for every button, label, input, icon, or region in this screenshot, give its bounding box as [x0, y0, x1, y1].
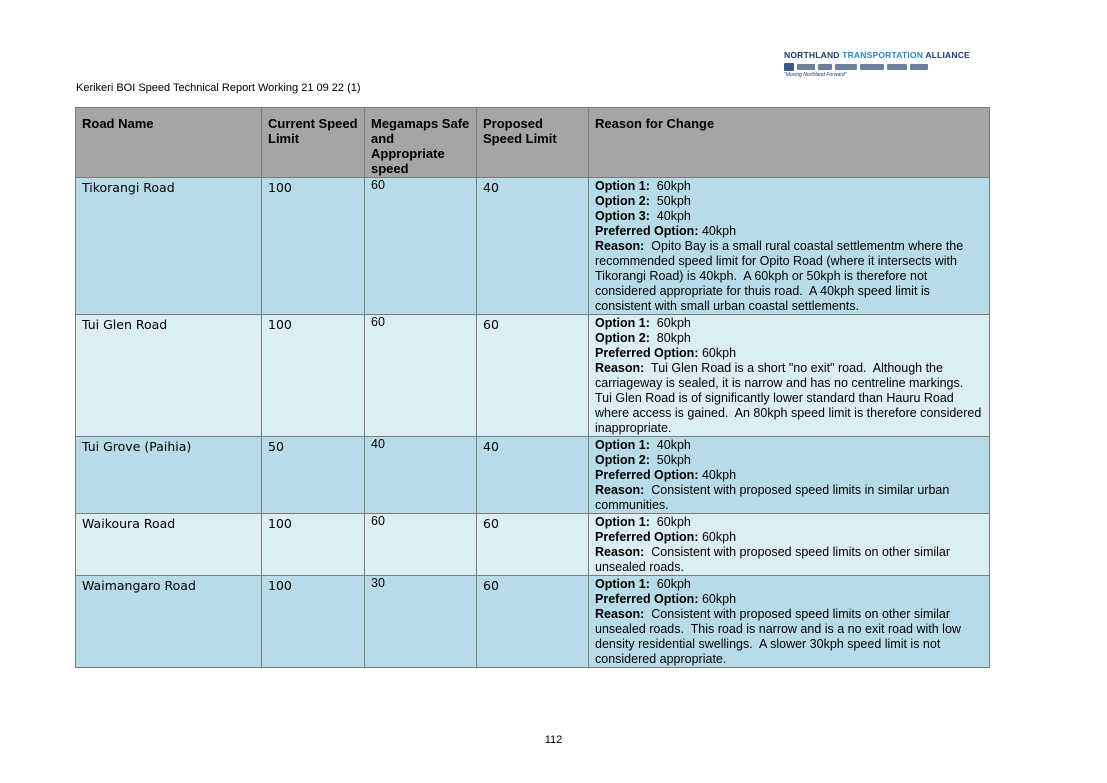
speed-limit-table — [75, 107, 990, 668]
cell-current-speed: 100 — [262, 178, 365, 315]
reason-label: Preferred Option: — [595, 592, 699, 606]
reason-text: Opito Bay is a small rural coastal settlementm where the recommended speed limit for Opito Road (where it intersects with Tikorangi Road) is 40kph. A 60kph or 50kph is therefore not considered appropriate for thuis road. A 40kph speed limit is consistent with small urban coastal settlements. — [595, 239, 967, 313]
header-road-name: Road Name — [76, 108, 262, 178]
cell-reason — [589, 514, 990, 576]
reason-label: Reason: — [595, 239, 645, 253]
reason-line — [595, 239, 983, 314]
table-row — [76, 315, 990, 437]
reason-text: 60kph — [698, 346, 737, 360]
reason-text: 80kph — [649, 331, 691, 345]
reason-text: 50kph — [649, 453, 691, 467]
reason-text: Consistent with proposed speed limits on other similar unsealed roads. — [595, 545, 954, 574]
reason-text: 60kph — [649, 577, 691, 591]
reason-text: Consistent with proposed speed limits in similar urban communities. — [595, 483, 953, 512]
cell-proposed-speed: 40 — [477, 437, 589, 514]
cell-megamaps-speed: 60 — [365, 178, 477, 315]
reason-label: Preferred Option: — [595, 346, 699, 360]
page-number: 112 — [544, 734, 563, 746]
reason-line — [595, 468, 983, 483]
header-reason: Reason for Change — [589, 108, 990, 178]
reason-label: Option 3: — [595, 209, 650, 223]
table-row — [76, 178, 990, 315]
table-header-row — [76, 108, 990, 178]
cell-reason — [589, 437, 990, 514]
reason-text: 60kph — [649, 179, 691, 193]
cell-reason — [589, 315, 990, 437]
cell-proposed-speed: 40 — [477, 178, 589, 315]
cell-proposed-speed: 60 — [477, 576, 589, 668]
cell-reason — [589, 178, 990, 315]
header-megamaps-speed: Megamaps Safe and Appropriate speed — [365, 108, 477, 178]
header-proposed-speed: Proposed Speed Limit — [477, 108, 589, 178]
nta-logo — [784, 50, 970, 82]
cell-road-name: Waikoura Road — [76, 514, 262, 576]
table-row — [76, 576, 990, 668]
report-title: Kerikeri BOI Speed Technical Report Working 21 09 22 (1) — [76, 82, 361, 94]
reason-line — [595, 209, 983, 224]
reason-text: Tui Glen Road is a short "no exit" road. Although the carriageway is sealed, it is narrow and has no centreline markings. Tui Glen Road is of significantly lower standard than Hauru Road where access is gained. An 80kph speed limit is therefore considered inappropriate. — [595, 361, 985, 435]
reason-text: 40kph — [649, 209, 691, 223]
reason-text: 60kph — [649, 316, 691, 330]
cell-road-name: Waimangaro Road — [76, 576, 262, 668]
reason-text: 40kph — [698, 468, 737, 482]
reason-line — [595, 592, 983, 607]
table-row — [76, 514, 990, 576]
header-current-speed: Current Speed Limit — [262, 108, 365, 178]
cell-megamaps-speed: 40 — [365, 437, 477, 514]
reason-line — [595, 361, 983, 436]
reason-label: Preferred Option: — [595, 224, 699, 238]
reason-label: Option 1: — [595, 179, 650, 193]
reason-line — [595, 577, 983, 592]
cell-megamaps-speed: 30 — [365, 576, 477, 668]
reason-label: Option 2: — [595, 194, 650, 208]
reason-line — [595, 346, 983, 361]
reason-text: 60kph — [698, 530, 737, 544]
reason-label: Option 2: — [595, 453, 650, 467]
reason-line — [595, 438, 983, 453]
cell-current-speed: 100 — [262, 514, 365, 576]
reason-line — [595, 453, 983, 468]
reason-line — [595, 179, 983, 194]
cell-road-name: Tui Grove (Paihia) — [76, 437, 262, 514]
reason-line — [595, 545, 983, 575]
cell-current-speed: 50 — [262, 437, 365, 514]
cell-megamaps-speed: 60 — [365, 315, 477, 437]
reason-label: Option 1: — [595, 316, 650, 330]
cell-current-speed: 100 — [262, 576, 365, 668]
reason-text: 40kph — [698, 224, 737, 238]
cell-reason — [589, 576, 990, 668]
partner-logos — [784, 62, 952, 71]
logo-title: NORTHLAND TRANSPORTATION ALLIANCE — [784, 50, 970, 60]
cell-road-name: Tikorangi Road — [76, 178, 262, 315]
reason-label: Option 2: — [595, 331, 650, 345]
reason-line — [595, 331, 983, 346]
reason-text: 40kph — [649, 438, 691, 452]
reason-label: Reason: — [595, 483, 645, 497]
reason-text: 60kph — [698, 592, 737, 606]
reason-line — [595, 483, 983, 513]
reason-text: 60kph — [649, 515, 691, 529]
reason-line — [595, 194, 983, 209]
cell-megamaps-speed: 60 — [365, 514, 477, 576]
reason-line — [595, 607, 983, 667]
reason-label: Preferred Option: — [595, 530, 699, 544]
reason-label: Reason: — [595, 607, 645, 621]
reason-label: Preferred Option: — [595, 468, 699, 482]
reason-text: Consistent with proposed speed limits on other similar unsealed roads. This road is narrow and is a no exit road with low density residential swellings. A slower 30kph speed limit is not considered appropriate. — [595, 607, 965, 666]
reason-label: Reason: — [595, 361, 645, 375]
reason-label: Reason: — [595, 545, 645, 559]
cell-road-name: Tui Glen Road — [76, 315, 262, 437]
table-row — [76, 437, 990, 514]
cell-current-speed: 100 — [262, 315, 365, 437]
cell-proposed-speed: 60 — [477, 315, 589, 437]
reason-label: Option 1: — [595, 577, 650, 591]
reason-label: Option 1: — [595, 515, 650, 529]
cell-proposed-speed: 60 — [477, 514, 589, 576]
reason-label: Option 1: — [595, 438, 650, 452]
reason-line — [595, 515, 983, 530]
reason-line — [595, 530, 983, 545]
reason-line — [595, 316, 983, 331]
reason-line — [595, 224, 983, 239]
reason-text: 50kph — [649, 194, 691, 208]
logo-tagline: "Moving Northland Forward" — [784, 72, 847, 78]
